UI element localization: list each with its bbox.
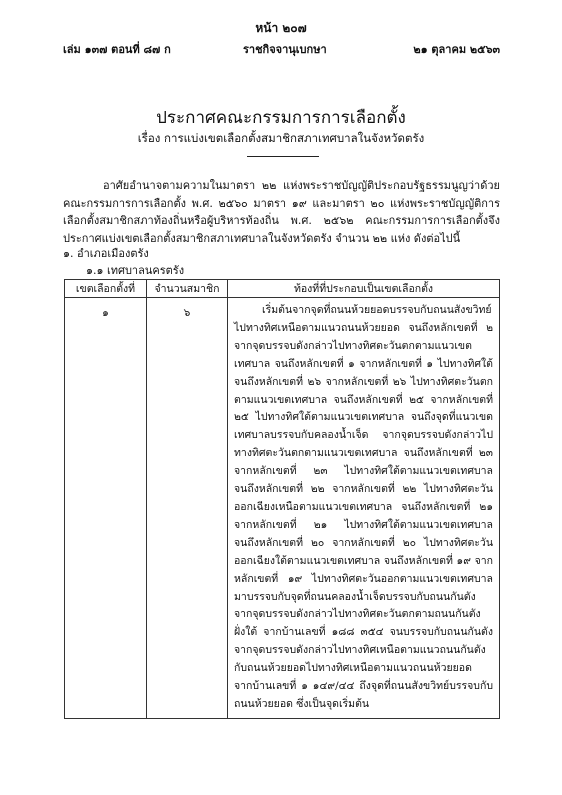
header-district: เขตเลือกตั้งที่ [65,280,147,298]
subsection-heading: ๑.๑ เทศบาลนครตรัง [86,264,185,277]
header-area: ท้องที่ที่ประกอบเป็นเขตเลือกตั้ง [228,280,500,298]
volume-issue: เล่ม ๑๓๗ ตอนที่ ๘๗ ก [63,43,171,56]
preamble-paragraph [63,177,500,247]
districts-table [64,279,500,719]
gazette-name: ราชกิจจานุเบกษา [243,43,327,56]
area-description [228,298,500,719]
publication-date: ๒๑ ตุลาคม ๒๕๖๓ [413,43,500,56]
announcement-title: ประกาศคณะกรรมการการเลือกตั้ง [156,108,406,128]
title-divider [247,156,319,157]
preamble-text: อาศัยอำนาจตามความในมาตรา ๒๒ แห่งพระราชบัญญัติประกอบรัฐธรรมนูญว่าด้วยคณะกรรมการการเลือกตั้ง พ.ศ. ๒๕๖๐ มาตรา ๑๙ และมาตรา ๒๐ แห่งพระราชบัญญัติการเลือกตั้งสมาชิกสภาท้องถิ่นหรือผู้บริหารท้องถิ่น พ.ศ. ๒๕๖๒ คณะกรรมการการเลือกตั้งจึงประกาศแบ่งเขตเลือกตั้งสมาชิกสภาเทศบาลในจังหวัดตรัง จำนวน ๒๒ แห่ง ดังต่อไปนี้ [63,179,500,245]
member-count: ๖ [147,298,228,719]
table-row [65,298,500,719]
section-heading: ๑. อำเภอเมืองตรัง [63,247,149,260]
area-text: เริ่มต้นจากจุดที่ถนนห้วยยอดบรรจบกับถนนสังขวิทย์ไปทางทิศเหนือตามแนวถนนห้วยยอด จนถึงหลักเขตที่ ๒ จากจุดบรรจบดังกล่าวไปทางทิศตะวันตกตามแนวเขตเทศบาล จนถึงหลักเขตที่ ๑ จากหลักเขตที่ ๑ ไปทางทิศใต้ จนถึงหลักเขตที่ ๒๖ จากหลักเขตที่ ๒๖ ไปทางทิศตะวันตกตามแนวเขตเทศบาล จนถึงหลักเขตที่ ๒๕ จากหลักเขตที่ ๒๕ ไปทางทิศใต้ตามแนวเขตเทศบาล จนถึงจุดที่แนวเขตเทศบาลบรรจบกับคลองน้ำเจ็ด จากจุดบรรจบดังกล่าวไปทางทิศตะวันตกตามแนวเขตเทศบาล จนถึงหลักเขตที่ ๒๓ จากหลักเขตที่ ๒๓ ไปทางทิศใต้ตามแนวเขตเทศบาล จนถึงหลักเขตที่ ๒๒ จากหลักเขตที่ ๒๒ ไปทางทิศตะวันออกเฉียงเหนือตามแนวเขตเทศบาล จนถึงหลักเขตที่ ๒๑ จากหลักเขตที่ ๒๑ ไปทางทิศใต้ตามแนวเขตเทศบาล จนถึงหลักเขตที่ ๒๐ จากหลักเขตที่ ๒๐ ไปทางทิศตะวันออกเฉียงใต้ตามแนวเขตเทศบาล จนถึงหลักเขตที่ ๑๙ จากหลักเขตที่ ๑๙ ไปทางทิศตะวันออกตามแนวเขตเทศบาลมาบรรจบกับจุดที่ถนนคลองน้ำเจ็ดบรรจบกับถนนกันตัง จากจุดบรรจบดังกล่าวไปทางทิศตะวันตกตามถนนกันตังฝั่งใต้ จากบ้านเลขที่ ๑๘๘ ๓๕๔ จนบรรจบกับถนนกันตัง จากจุดบรรจบดังกล่าวไปทางทิศเหนือตามแนวถนนกันตังกับถนนห้วยยอดไปทางทิศเหนือตามแนวถนนห้วยยอด จากบ้านเลขที่ ๑ ๑๔๙/๔๔ ถึงจุดที่ถนนสังขวิทย์บรรจบกับถนนห้วยยอด ซึ่งเป็นจุดเริ่มต้น [234,304,493,710]
announcement-subject: เรื่อง การแบ่งเขตเลือกตั้งสมาชิกสภาเทศบาลในจังหวัดตรัง [137,131,425,145]
page-number: หน้า ๒๐๗ [255,21,307,35]
table-header-row [65,280,500,298]
district-number: ๑ [65,298,147,719]
running-header [63,40,500,58]
header-members: จำนวนสมาชิก [147,280,228,298]
